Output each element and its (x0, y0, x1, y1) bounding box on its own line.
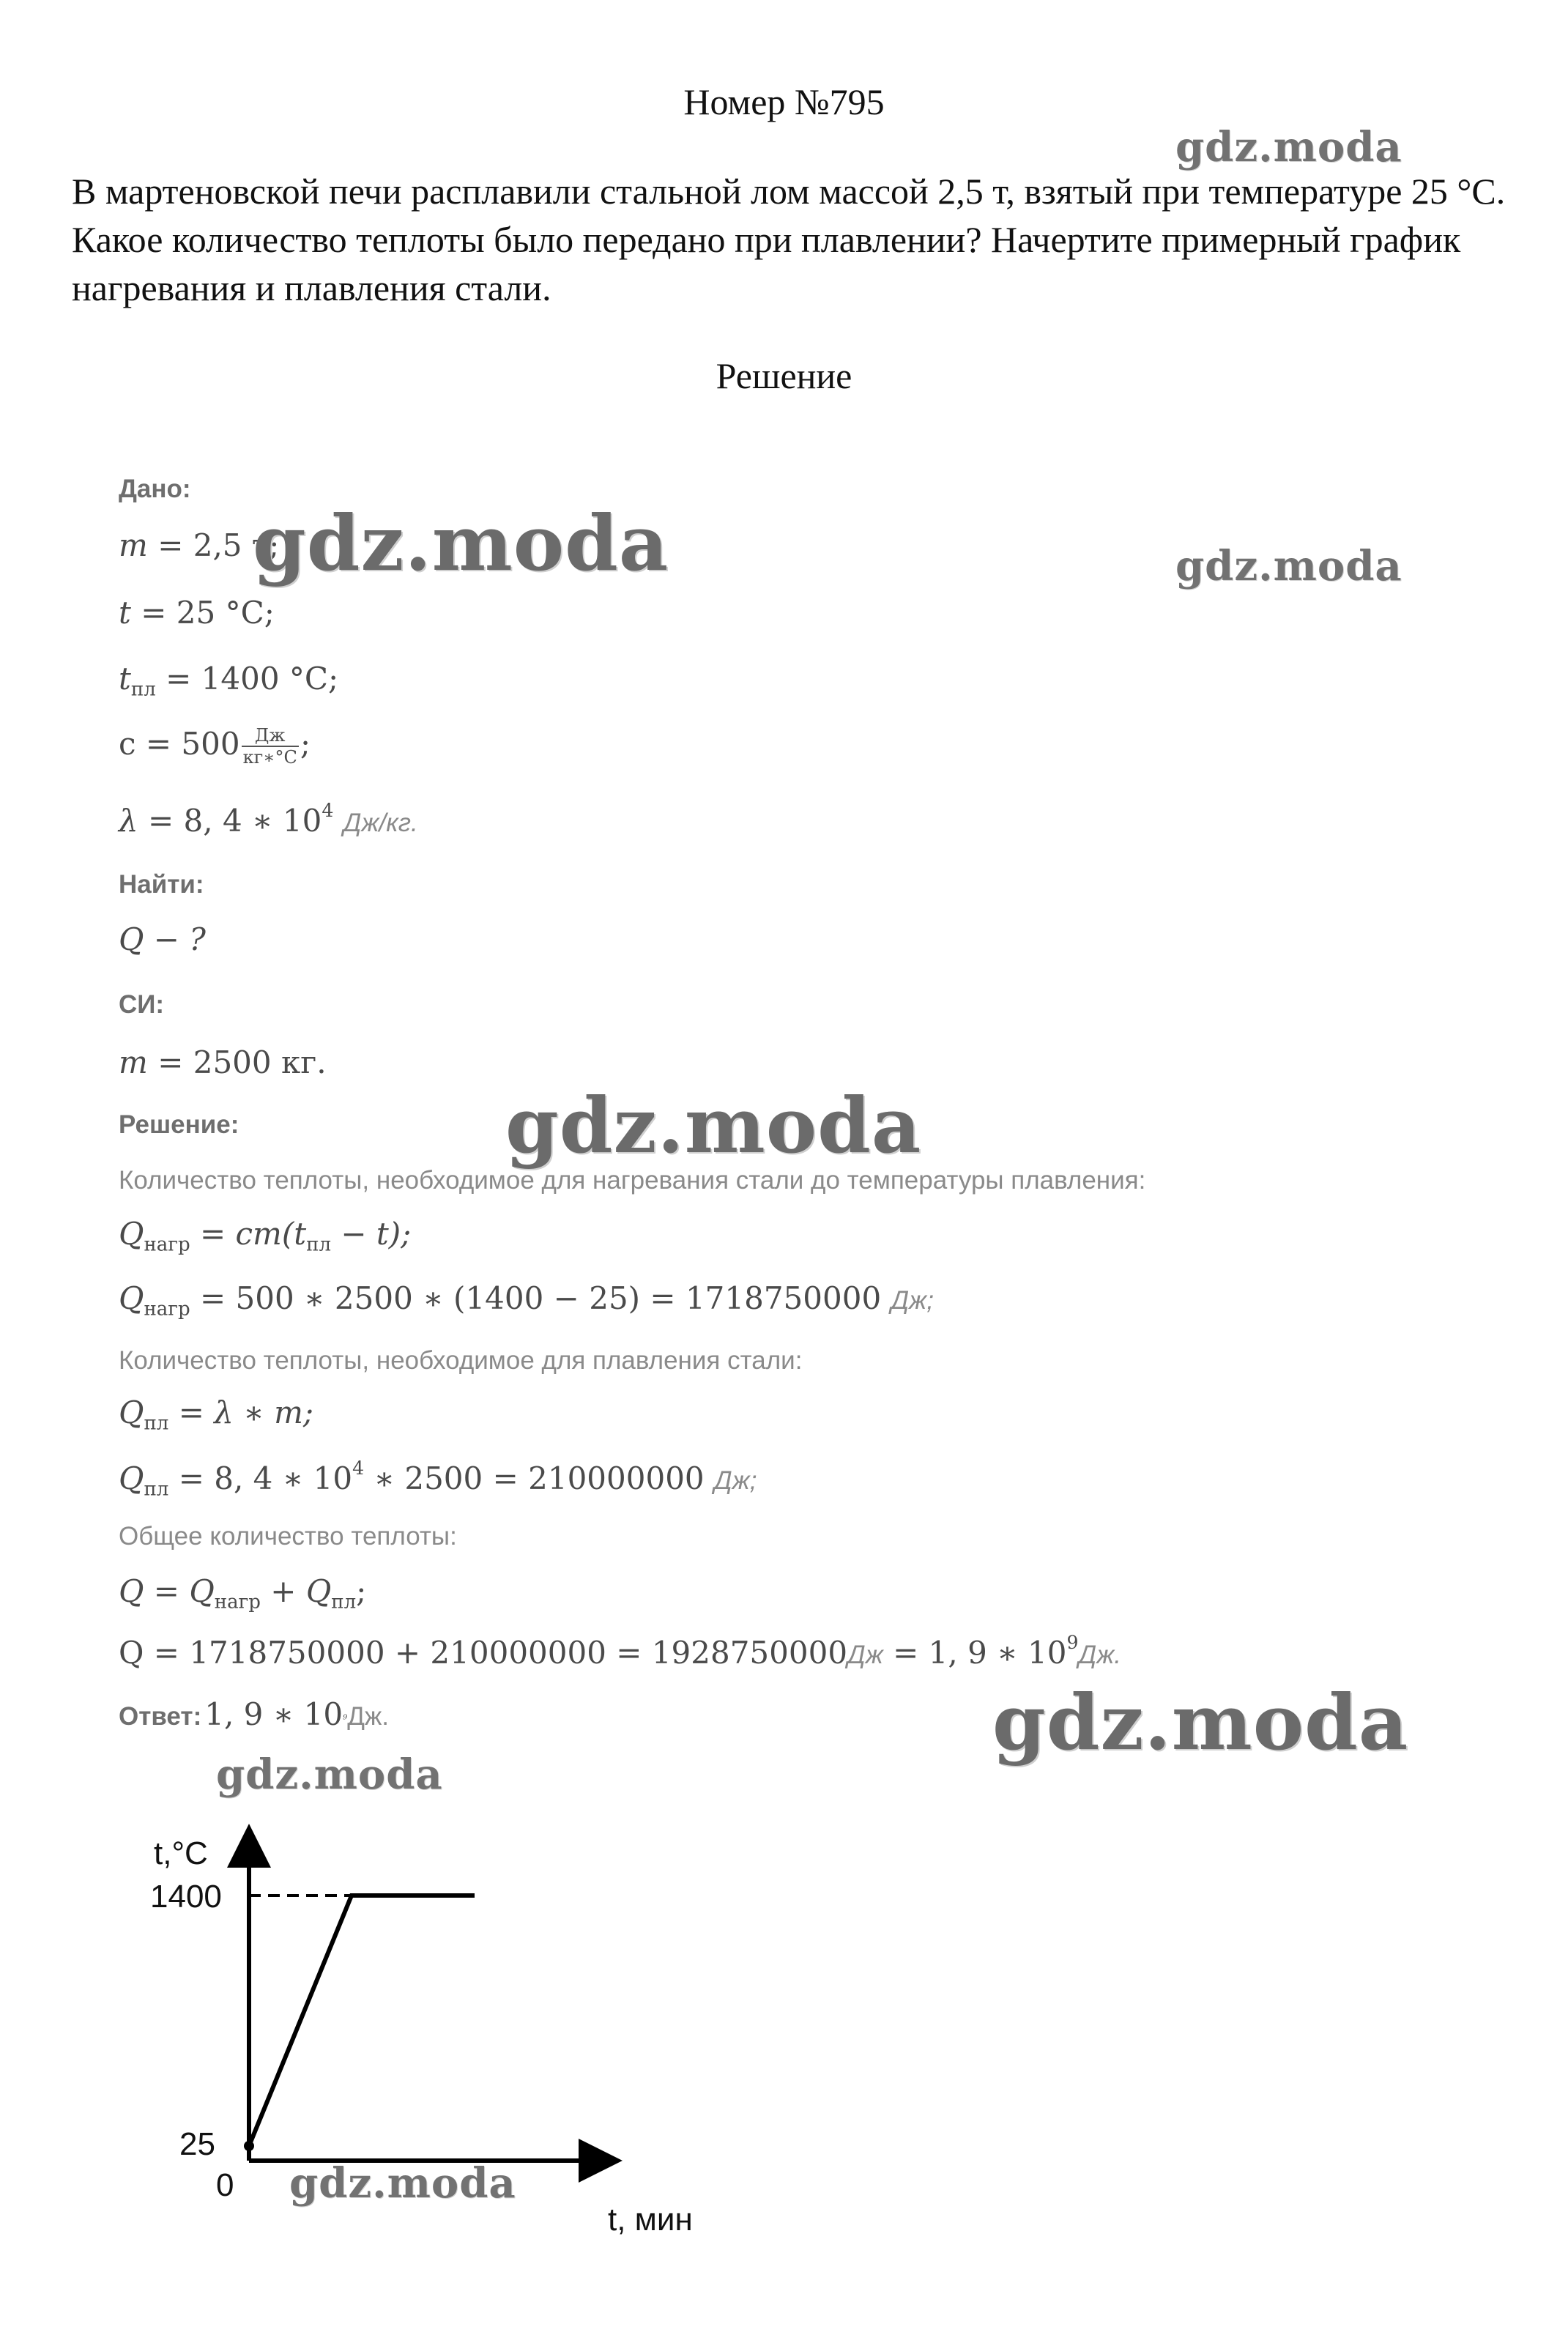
watermark: gdz.moda (253, 498, 669, 588)
start-point (244, 2141, 254, 2151)
x-tick-label-0: 0 (216, 2167, 234, 2203)
total-calculation: Q = 1718750000 + 210000000 = 1928750000Дж = 1, 9 ∗ $10^9Дж$. (119, 1632, 1121, 1671)
watermark: gdz.moda (505, 1080, 922, 1170)
si-mass: m = 2500 кг. (119, 1044, 327, 1080)
given-mass: m = 2,5 т; (119, 527, 280, 563)
melting-calculation: $Q_{пл} = 8$, 4 ∗ $10^4$ ∗ 2500 = 210000000 Дж; (119, 1458, 757, 1501)
si-label: СИ: (119, 990, 165, 1019)
melting-formula: $Q_{пл} = \lambda$ ∗ m; (119, 1395, 314, 1435)
heating-melting-curve (249, 1895, 475, 2146)
find-label: Найти: (119, 870, 204, 899)
solution-label: Решение: (119, 1110, 239, 1139)
given-specific-heat: c = 500 $\frac{Дж}{кг∗^\circ C}$ ; (119, 725, 311, 768)
x-axis-label: t, мин (608, 2202, 693, 2238)
y-axis-label: t,°C (154, 1835, 208, 1871)
answer-line: Ответ: 1, 9 ∗ $10^9Дж$. (119, 1696, 390, 1732)
page-title: Номер №795 (683, 81, 885, 122)
watermark: gdz.moda (216, 1750, 443, 1799)
total-explanation: Общее количество теплоты: (119, 1522, 457, 1551)
watermark: gdz.moda (992, 1677, 1409, 1767)
watermark: gdz.moda (1175, 542, 1402, 590)
heating-formula: $Q_{нагр} = cm(t_{пл} - t)$; (119, 1216, 412, 1256)
find-q: Q − ? (119, 921, 206, 957)
heating-melting-graph (139, 1816, 798, 2256)
given-label: Дано: (119, 475, 191, 503)
solution-heading: Решение (716, 355, 852, 396)
heating-calculation: $Q_{нагр} = 500$ ∗ 2500 ∗ (1400 − 25) = 1718750000 Дж; (119, 1280, 934, 1321)
melting-explanation: Количество теплоты, необходимое для плавления стали: (119, 1346, 803, 1375)
given-temperature: t = 25 °C; (119, 595, 275, 631)
watermark: gdz.moda (1175, 123, 1402, 171)
given-melting-temperature: $t_{пл} = 1400$ °C; (119, 661, 339, 701)
y-tick-label-1400: 1400 (150, 1879, 222, 1915)
given-latent-heat: λ = 8, 4 ∗ $10^4$ Дж/кг. (119, 800, 418, 839)
total-formula: $Q = Q_{нагр} + Q_{пл}$; (119, 1573, 367, 1614)
y-tick-label-25: 25 (179, 2126, 215, 2162)
problem-statement: В мартеновской печи расплавили стальной лом массой 2,5 т, взятый при температуре 25 °С. Какое количество теплоты было передано при плавлении? Начертите примерный график нагревания и плавления стали. (72, 171, 1506, 308)
watermark: gdz.moda (289, 2159, 516, 2208)
heating-explanation: Количество теплоты, необходимое для нагревания стали до температуры плавления: (119, 1166, 1146, 1195)
